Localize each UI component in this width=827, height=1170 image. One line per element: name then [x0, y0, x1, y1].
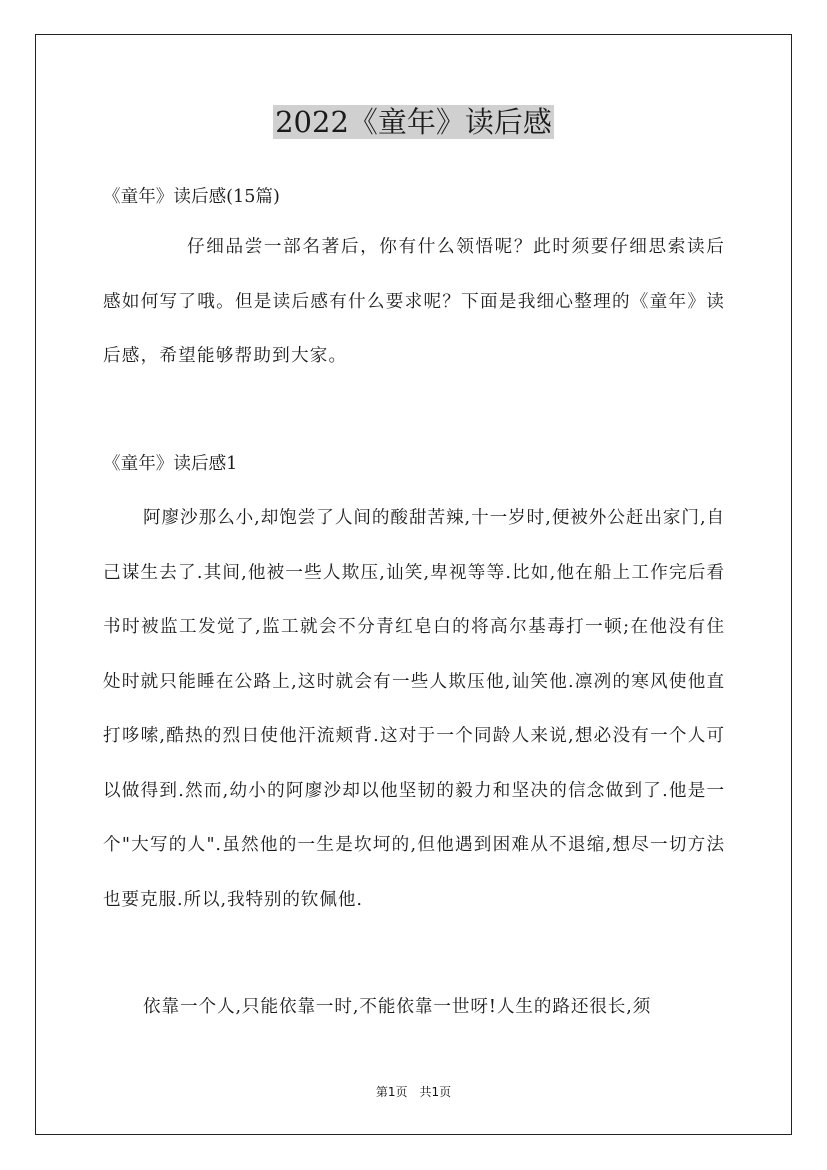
body-paragraph: 阿廖沙那么小,却饱尝了人间的酸甜苦辣,十一岁时,便被外公赶出家门,自己谋生去了.其间,他被一些人欺压,讪笑,卑视等等.比如,他在船上工作完后看书时被监工发觉了,监工就会不分青红皂白的将高尔基毒打一顿;在他没有住处时就只能睡在公路上,这时就会有一些人欺压他,讪笑他.凛冽的寒风使他直打哆嗦,酷热的烈日使他汗流颊背.这对于一个同龄人来说,想必没有一个人可以做得到.然而,幼小的阿廖沙却以他坚韧的毅力和坚决的信念做到了.他是一个"大写的人".虽然他的一生是坎坷的,但他遇到困难从不退缩,想尽一切方法也要克服.所以,我特别的钦佩他. [103, 508, 725, 910]
page-number-footer: 第1页 共1页 [375, 1085, 452, 1099]
section-heading: 《童年》读后感1 [103, 454, 238, 474]
intro-paragraph: 仔细品尝一部名著后，你有什么领悟呢？此时须要仔细思索读后感如何写了哦。但是读后感有什么要求呢？下面是我细心整理的《童年》读后感，希望能够帮助到大家。 [103, 237, 725, 366]
document-subtitle: 《童年》读后感(15篇) [103, 187, 280, 207]
body-paragraph: 依靠一个人,只能依靠一时,不能依靠一世呀!人生的路还很长,须 [143, 997, 652, 1017]
document-title-text: 2022《童年》读后感 [275, 105, 552, 139]
document-title [0, 100, 827, 144]
